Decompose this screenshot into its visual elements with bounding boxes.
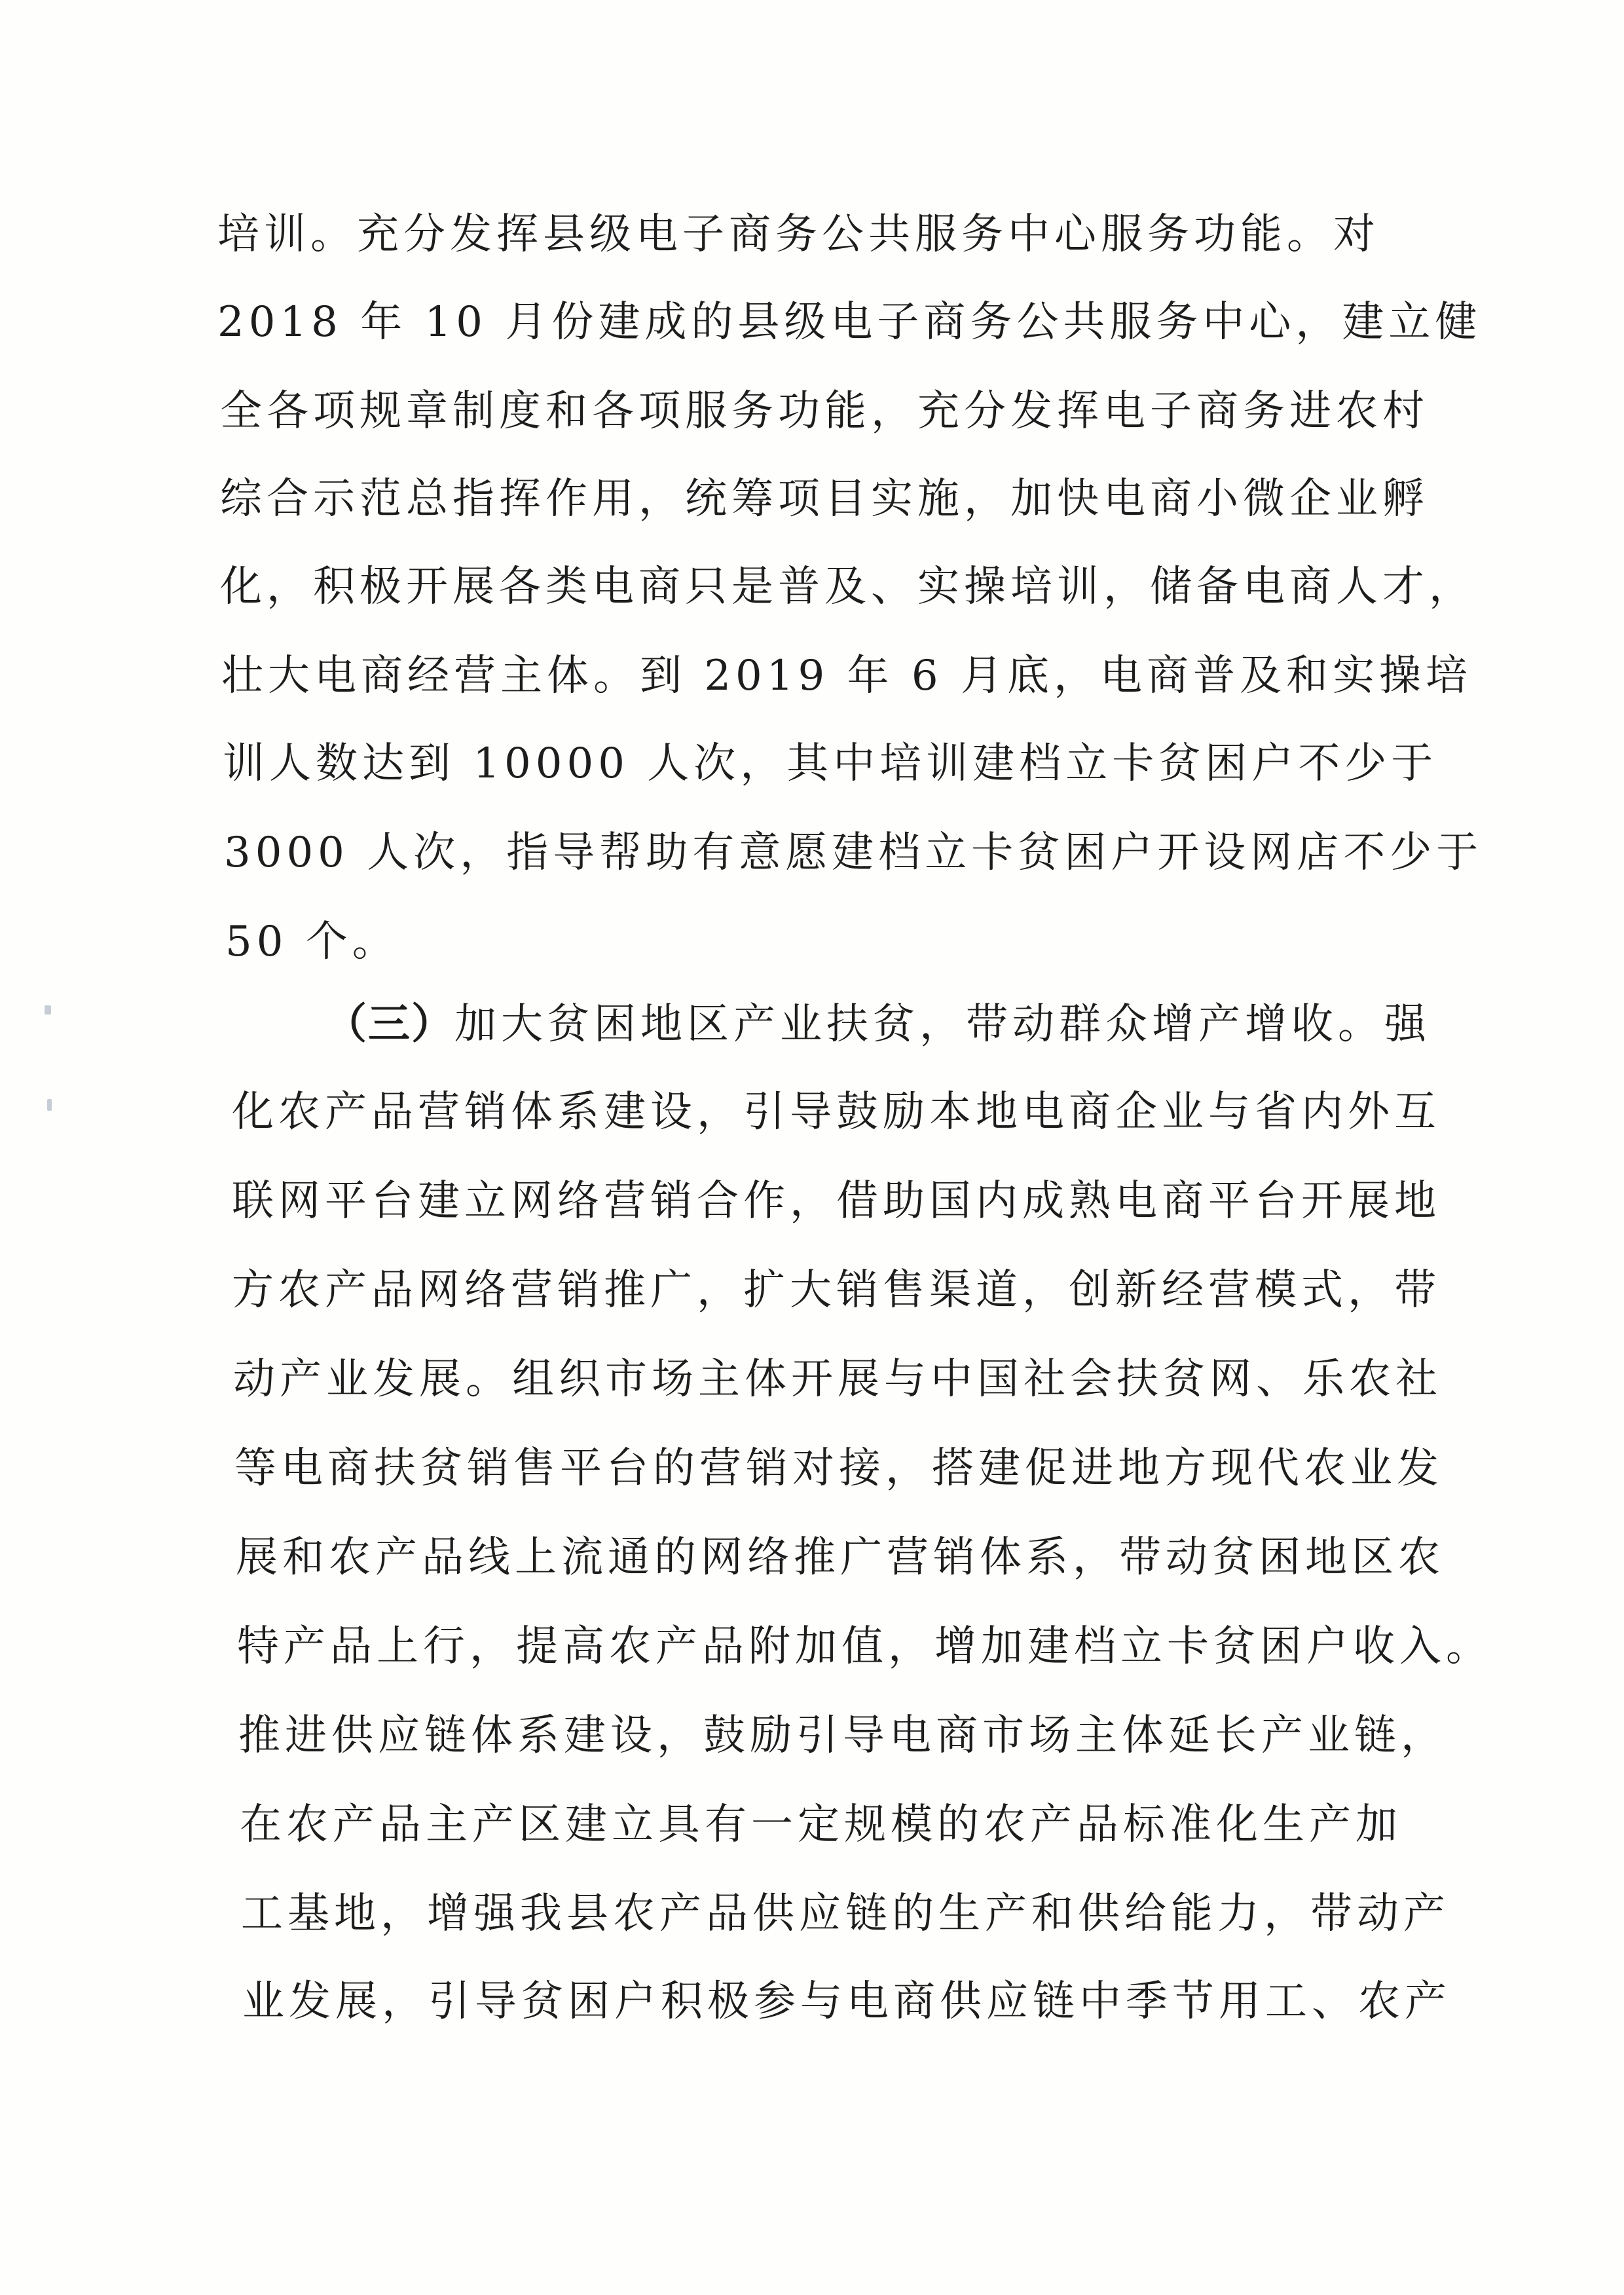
section-3-first-line-text: 加大贫困地区产业扶贫，带动群众增产增收。强 bbox=[454, 1000, 1431, 1049]
text-line: 3000 人次，指导帮助有意愿建档立卡贫困户开设网店不少于 bbox=[224, 829, 1483, 877]
section-3-first-line bbox=[325, 998, 1431, 1051]
text-line: 联网平台建立网络营销合作，借助国内成熟电商平台开展地 bbox=[232, 1177, 1441, 1225]
text-line: 业发展，引导贫困户积极参与电商供应链中季节用工、农产 bbox=[242, 1977, 1451, 2026]
text-line: 50 个。 bbox=[225, 918, 399, 966]
text-line: 化农产品营销体系建设，引导鼓励本地电商企业与省内外互 bbox=[232, 1088, 1441, 1136]
text-line: 工基地，增强我县农产品供应链的生产和供给能力，带动产 bbox=[241, 1890, 1450, 1938]
section-3-heading: （三） bbox=[325, 1000, 454, 1049]
text-line: 训人数达到 10000 人次，其中培训建档立卡贫困户不少于 bbox=[223, 739, 1438, 788]
text-line: 展和农产品线上流通的网络推广营销体系，带动贫困地区农 bbox=[236, 1533, 1445, 1582]
text-line: 全各项规章制度和各项服务功能，充分发挥电子商务进农村 bbox=[220, 387, 1429, 436]
text-line: 动产业发展。组织市场主体开展与中国社会扶贫网、乐农社 bbox=[233, 1355, 1442, 1404]
text-line: 方农产品网络营销推广，扩大销售渠道，创新经营模式，带 bbox=[232, 1266, 1441, 1315]
text-line: 壮大电商经营主体。到 2019 年 6 月底，电商普及和实操培 bbox=[221, 652, 1472, 700]
text-line: 等电商扶贫销售平台的营销对接，搭建促进地方现代农业发 bbox=[234, 1444, 1443, 1493]
text-line: 化，积极开展各类电商只是普及、实操培训，储备电商人才， bbox=[220, 563, 1475, 611]
text-line: 2018 年 10 月份建成的县级电子商务公共服务中心，建立健 bbox=[217, 298, 1482, 346]
text-line: 在农产品主产区建立具有一定规模的农产品标准化生产加 bbox=[240, 1801, 1402, 1849]
text-line: 培训。充分发挥县级电子商务公共服务中心服务功能。对 bbox=[217, 210, 1380, 259]
text-line: 综合示范总指挥作用，统筹项目实施，加快电商小微企业孵 bbox=[220, 475, 1429, 523]
text-line: 特产品上行，提高农产品附加值，增加建档立卡贫困户收入。 bbox=[237, 1622, 1492, 1671]
text-line: 推进供应链体系建设，鼓励引导电商市场主体延长产业链， bbox=[238, 1711, 1447, 1760]
